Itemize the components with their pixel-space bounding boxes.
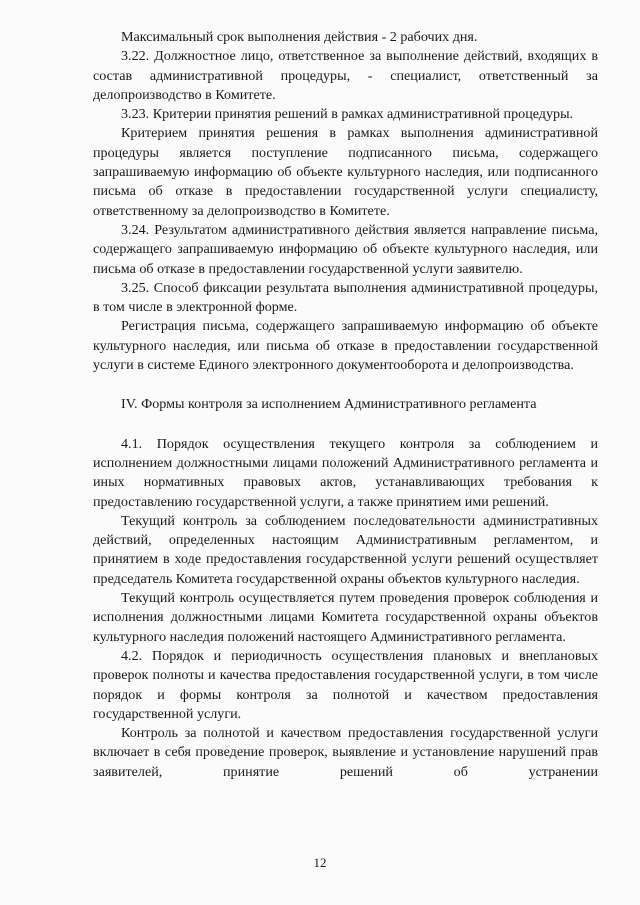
- paragraph-current-control: Текущий контроль за соблюдением последовательности административных действий, определенных настоящим Административным регламентом, и принятием в ходе предоставления государственной услуги решений осуществляет председатель Комитета государственной охраны объектов культурного наследия.: [93, 512, 598, 587]
- paragraph-max-duration: Максимальный срок выполнения действия - 2 рабочих дня.: [121, 29, 478, 45]
- document-body: [93, 28, 598, 782]
- paragraph-3-22: 3.22. Должностное лицо, ответственное за выполнение действий, входящих в состав административной процедуры, - специалист, ответственный за делопроизводство в Комитете.: [93, 48, 598, 103]
- paragraph-control-method: Текущий контроль осуществляется путем проведения проверок соблюдения и исполнения должностными лицами Комитета государственной охраны объектов культурного наследия положений настоящего Административного регламента.: [93, 590, 598, 645]
- page-number: 12: [313, 855, 327, 870]
- paragraph-quality-control: Контроль за полнотой и качеством предоставления государственной услуги включает в себя проведение проверок, выявление и установление нарушений прав заявителей, принятие решений об устранении: [93, 725, 598, 780]
- section-title: IV. Формы контроля за исполнением Административного регламента: [121, 396, 537, 413]
- paragraph-registration: Регистрация письма, содержащего запрашиваемую информацию об объекте культурного наследия, или письма об отказе в предоставлении государственной услуги в системе Единого электронного документооборота и делопроизводства.: [93, 318, 598, 374]
- paragraph-4-2: 4.2. Порядок и периодичность осуществления плановых и внеплановых проверок полноты и качества предоставления государственной услуги, в том числе порядок и формы контроля за полнотой и качеством предоставления государственной услуги.: [93, 647, 598, 722]
- paragraph-criterion: Критерием принятия решения в рамках выполнения административной процедуры является поступление подписанного письма, содержащего запрашиваемую информацию об объекте культурного наследия, или подписанного письма об отказе в предоставлении государственной услуги специалисту, ответственному за делопроизводство в Комитете.: [93, 125, 598, 219]
- paragraph-3-23: 3.23. Критерии принятия решений в рамках административной процедуры.: [121, 106, 574, 123]
- paragraph-3-25: 3.25. Способ фиксации результата выполнения административной процедуры, в том числе в электронной форме.: [93, 279, 598, 316]
- paragraph-4-1: 4.1. Порядок осуществления текущего контроля за соблюдением и исполнением должностными лицами положений Административного регламента и иных нормативных правовых актов, устанавливающих требования к предоставлению государственной услуги, а также принятием ими решений.: [93, 435, 598, 510]
- paragraph-3-24: 3.24. Результатом административного действия является направление письма, содержащего запрашиваемую информацию об объекте культурного наследия, или письма об отказе в предоставлении государственной услуги заявителю.: [93, 221, 598, 277]
